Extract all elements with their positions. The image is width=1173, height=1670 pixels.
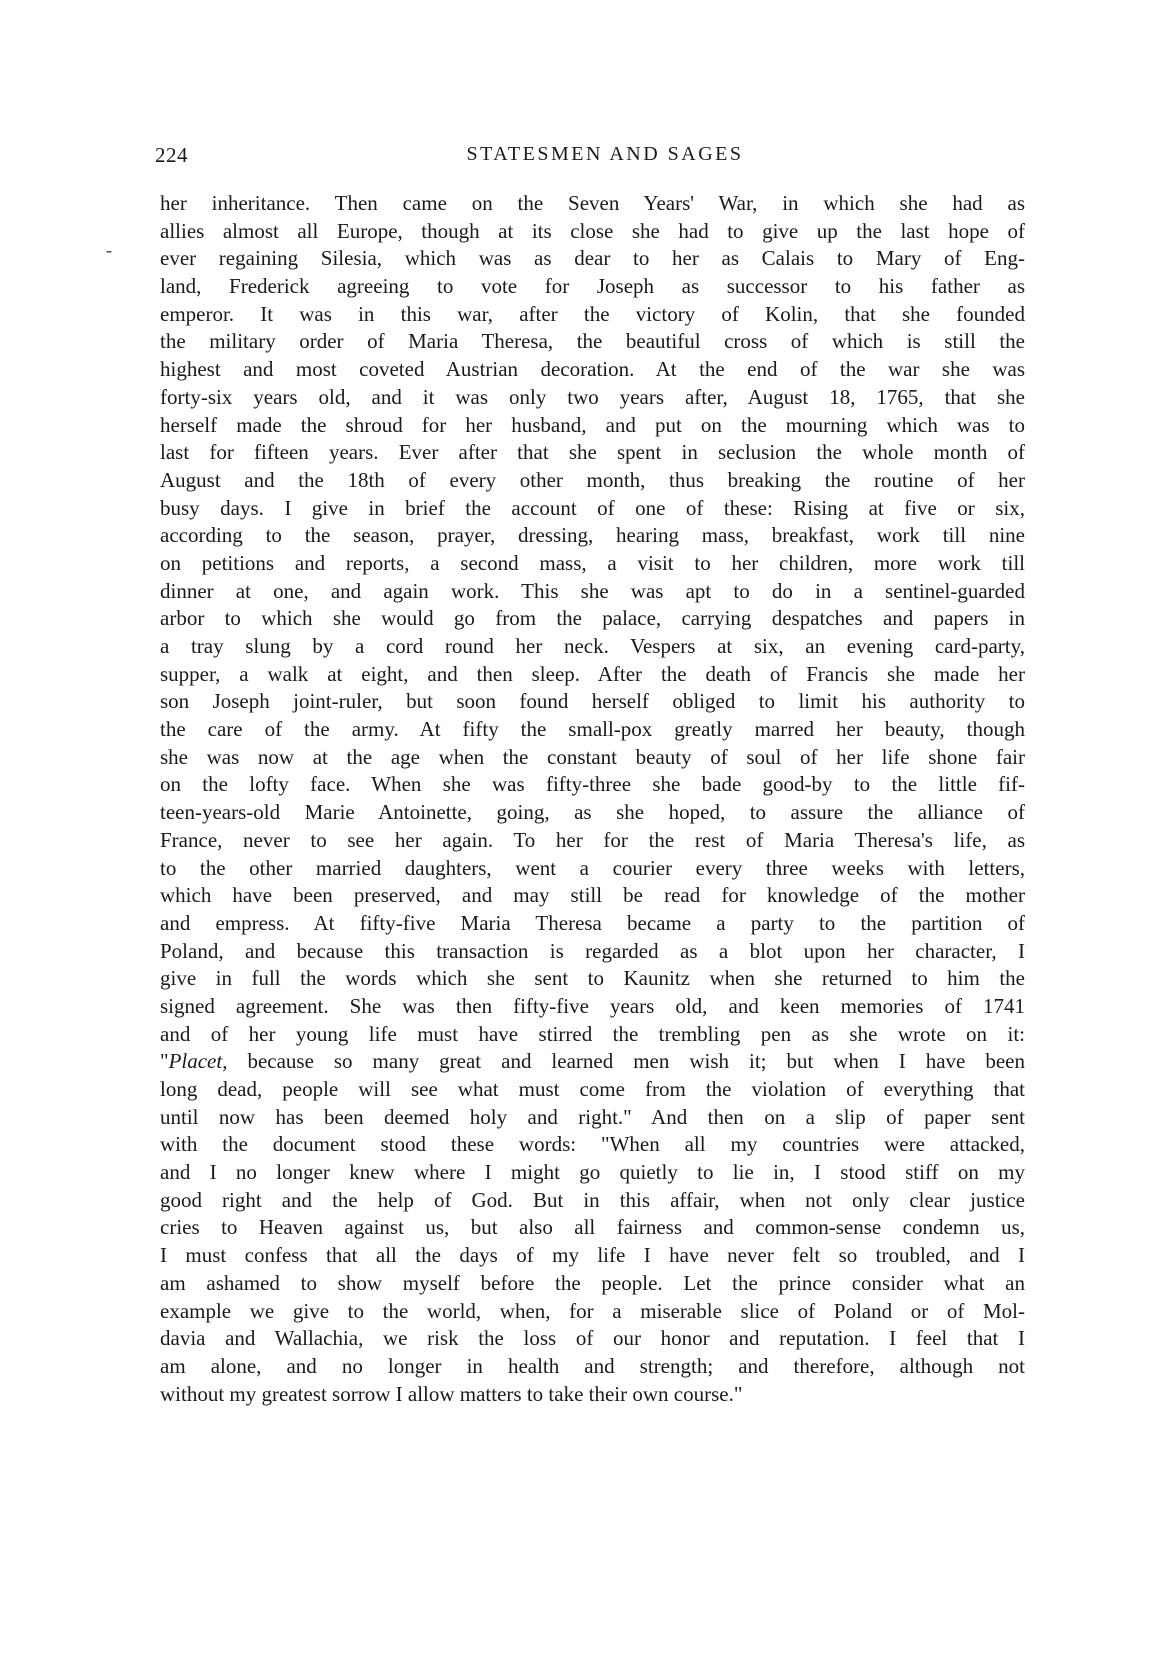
text-line: the military order of Maria Theresa, the beautiful cross of which is still the: [160, 329, 1025, 354]
text-line: arbor to which she would go from the palace, carrying despatches and papers in: [160, 606, 1025, 631]
text-line: forty-six years old, and it was only two years after, August 18, 1765, that she: [160, 384, 1025, 409]
text-line: land, Frederick agreeing to vote for Joseph as successor to his father as: [160, 274, 1025, 299]
text-line: am alone, and no longer in health and strength; and therefore, although not: [160, 1353, 1025, 1378]
text-line: long dead, people will see what must come from the violation of everything that: [160, 1077, 1025, 1101]
text-line: and I no longer knew where I might go quietly to lie in, I stood stiff on my: [160, 1160, 1025, 1185]
text-line: and of her young life must have stirred the trembling pen as she wrote on it:: [160, 1021, 1025, 1046]
text-line: "Placet, because so many great and learned men wish it; but when I have been: [160, 1049, 1025, 1074]
text-line: the care of the army. At fifty the small-pox greatly marred her beauty, though: [160, 717, 1025, 742]
text-line: without my greatest sorrow I allow matters to take their own course.": [160, 1381, 743, 1406]
text-line: highest and most coveted Austrian decoration. At the end of the war she was: [160, 357, 1025, 382]
text-line: signed agreement. She was then fifty-five years old, and keen memories of 1741: [160, 993, 1025, 1018]
text-line: last for fifteen years. Ever after that she spent in seclusion the whole month of: [160, 440, 1025, 465]
text-line: davia and Wallachia, we risk the loss of our honor and reputation. I feel that I: [160, 1326, 1025, 1351]
text-line: and empress. At fifty-five Maria Theresa became a party to the partition of: [160, 910, 1025, 935]
running-head: [155, 143, 1025, 173]
text-line: good right and the help of God. But in this affair, when not only clear justice: [160, 1187, 1025, 1212]
text-line: supper, a walk at eight, and then sleep. After the death of Francis she made her: [160, 661, 1025, 686]
text-line: according to the season, prayer, dressing, hearing mass, breakfast, work till nine: [160, 523, 1025, 548]
text-line: which have been preserved, and may still be read for knowledge of the mother: [160, 883, 1025, 908]
text-line: to the other married daughters, went a courier every three weeks with letters,: [160, 855, 1025, 880]
text-line: Poland, and because this transaction is regarded as a blot upon her character, I: [160, 938, 1025, 963]
text-line: August and the 18th of every other month, thus breaking the routine of her: [160, 467, 1025, 492]
text-line: dinner at one, and again work. This she was apt to do in a sentinel-guarded: [160, 578, 1025, 603]
text-line: on the lofty face. When she was fifty-three she bade good-by to the little fif-: [160, 772, 1025, 797]
text-line: herself made the shroud for her husband, and put on the mourning which was to: [160, 412, 1025, 437]
text-line: France, never to see her again. To her for the rest of Maria Theresa's life, as: [160, 827, 1025, 852]
text-line: son Joseph joint-ruler, but soon found herself obliged to limit his authority to: [160, 689, 1025, 714]
text-line: with the document stood these words: "When all my countries were attacked,: [160, 1132, 1025, 1157]
margin-mark: -: [106, 240, 112, 260]
text-line: her inheritance. Then came on the Seven Years' War, in which she had as: [160, 191, 1025, 215]
text-line: emperor. It was in this war, after the victory of Kolin, that she founded: [160, 301, 1025, 326]
text-line: teen-years-old Marie Antoinette, going, as she hoped, to assure the alliance of: [160, 800, 1025, 825]
text-line: she was now at the age when the constant beauty of soul of her life shone fair: [160, 744, 1025, 769]
text-line: allies almost all Europe, though at its close she had to give up the last hope of: [160, 218, 1025, 243]
text-line: cries to Heaven against us, but also all fairness and common-sense condemn us,: [160, 1215, 1025, 1240]
text-line: example we give to the world, when, for a miserable slice of Poland or of Mol-: [160, 1298, 1025, 1323]
text-line: until now has been deemed holy and right." And then on a slip of paper sent: [160, 1104, 1025, 1129]
text-line: give in full the words which she sent to Kaunitz when she returned to him the: [160, 966, 1025, 991]
text-line: I must confess that all the days of my life I have never felt so troubled, and I: [160, 1243, 1025, 1268]
book-title: STATESMEN AND SAGES: [466, 143, 744, 165]
body-text: [160, 190, 1025, 1408]
text-line: on petitions and reports, a second mass, a visit to her children, more work till: [160, 550, 1025, 575]
text-line: a tray slung by a cord round her neck. Vespers at six, an evening card-party,: [160, 634, 1025, 658]
text-line: am ashamed to show myself before the people. Let the prince consider what an: [160, 1270, 1025, 1295]
page-number: 224: [155, 143, 188, 167]
text-line: busy days. I give in brief the account of one of these: Rising at five or six,: [160, 495, 1025, 520]
text-line: ever regaining Silesia, which was as dear to her as Calais to Mary of Eng-: [160, 246, 1025, 271]
